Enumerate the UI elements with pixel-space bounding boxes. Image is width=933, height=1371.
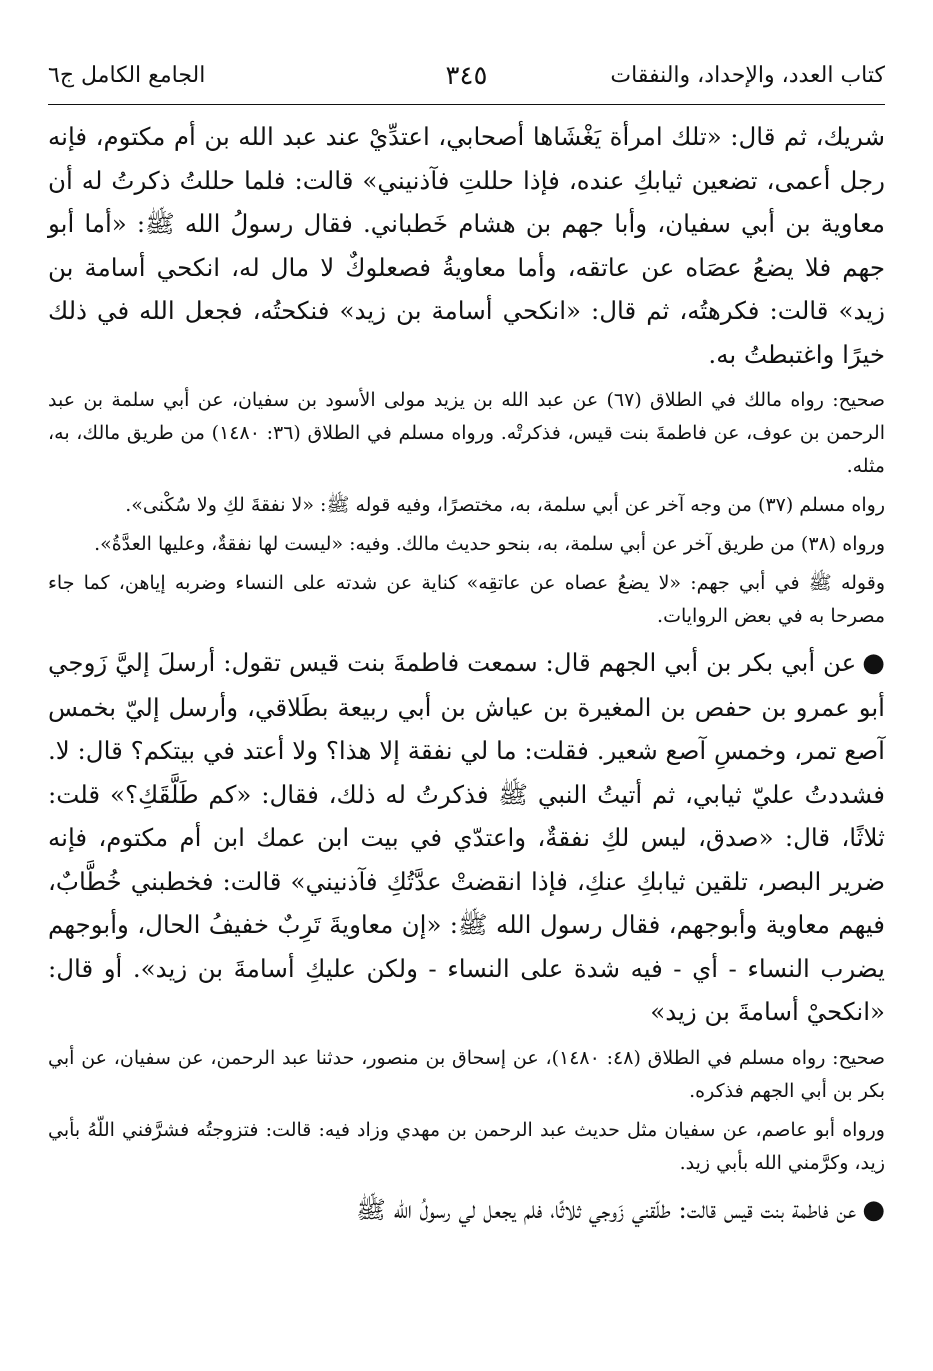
footnote-muslim-37: رواه مسلم (٣٧) من وجه آخر عن أبي سلمة، به، مختصرًا، وفيه قوله ﷺ: «لا نفقةَ لكِ ولا سُكْنى». bbox=[125, 494, 885, 516]
bullet-marker: ● bbox=[862, 1194, 885, 1225]
hadith-abu-bakr bbox=[48, 641, 885, 1034]
hadith-fatima bbox=[48, 1188, 885, 1233]
footnote-muslim-38: ورواه (٣٨) من طريق آخر عن أبي سلمة، به، بنحو حديث مالك. وفيه: «ليست لها نفقةٌ، وعليها العدَّةُ». bbox=[94, 533, 885, 555]
page-header bbox=[48, 52, 885, 105]
page-number: ٣٤٥ bbox=[445, 61, 488, 91]
footnote-muslim-48: صحيح: رواه مسلم في الطلاق (٤٨: ١٤٨٠)، عن إسحاق بن منصور، حدثنا عبد الرحمن، عن سفيان، عن أبي بكر بن أبي الجهم فذكره. bbox=[48, 1046, 885, 1102]
hadith-abu-bakr-text: عن أبي بكر بن أبي الجهم قال: سمعت فاطمةَ بنت قيس تقول: أرسلَ إليَّ زَوجي أبو عمرو بن حفص بن المغيرة بن عياش بن أبي ربيعة بطَلاقي، وأرسل إليّ بخمس آصع تمر، وخمسِ آصع شعير. فقلت: ما لي نفقة إلا هذا؟ ولا أعتد في بيتكم؟ قال: لا. فشددتُ عليّ ثيابي، ثم أتيتُ النبي ﷺ فذكرتُ له ذلك، فقال: «كم طَلَّقَكِ؟» قلت: ثلاثًا، قال: «صدق، ليس لكِ نفقةٌ، واعتدّي في بيت ابن عمك ابن أم مكتوم، فإنه ضرير البصر، تلقين ثيابكِ عنكِ، فإذا انقضتْ عدَّتُكِ فآذنيني» قالت: فخطبني خُطَّابٌ، فيهم معاوية وأبوجهم، فقال رسول الله ﷺ: «إن معاويةَ تَرِبٌ خفيفُ الحال، وأبوجهم يضرب النساء - أي - فيه شدة على النساء - ولكن عليكِ أسامةَ بن زيد». أو قال: «انكحيْ أسامةَ بن زيد» bbox=[48, 648, 885, 1026]
footnote-explanation: وقوله ﷺ في أبي جهم: «لا يضعُ عصاه عن عاتقِه» كناية عن شدته على النساء وضربه إياهن، كما جاء مصرحا به في بعض الروايات. bbox=[48, 572, 885, 627]
book-title: الجامع الكامل ج٦ bbox=[48, 63, 206, 88]
book-page bbox=[48, 52, 885, 1357]
chapter-title: كتاب العدد، والإحداد، والنفقات bbox=[610, 63, 885, 88]
footnote-abu-asim: ورواه أبو عاصم، عن سفيان مثل حديث عبد الرحمن بن مهدي وزاد فيه: قالت: فتزوجتُه فشرَّفني اللّهُ بأبي زيد، وكرَّمني الله بأبي زيد. bbox=[48, 1118, 885, 1174]
bullet-marker: ● bbox=[862, 648, 885, 678]
hadith-fatima-text: عن فاطمة بنت قيس قالت: طلّقني زَوجي ثلاثًا، فلم يجعل لي رسولُ الله ﷺ bbox=[356, 1194, 857, 1224]
hadith-text-continued: شريك، ثم قال: «تلك امرأة يَغْشَاها أصحابي، اعتدِّيْ عند عبد الله بن أم مكتوم، فإنه رجل أعمى، تضعين ثيابكِ عنده، فإذا حللتِ فآذنيني» قالت: فلما حللتُ ذكرتُ له أن معاوية بن أبي سفيان، وأبا جهم بن هشام خَطباني. فقال رسولُ الله ﷺ: «أما أبو جهم فلا يضعُ عصَاه عن عاتقه، وأما معاويةُ فصعلوكٌ لا مال له، انكحي أسامة بن زيد» قالت: فكرهتُه، ثم قال: «انكحي أسامة بن زيد» فنكحتُه، فجعل الله في ذلك خيرًا واغتبطتُ به. bbox=[48, 122, 885, 369]
page-content bbox=[48, 115, 885, 1232]
footnote-grading: صحيح: رواه مالك في الطلاق (٦٧) عن عبد الله بن يزيد مولى الأسود بن سفيان، عن أبي سلمة بن عبد الرحمن بن عوف، عن فاطمةَ بنت قيس، فذكرتْه. ورواه مسلم في الطلاق (٣٦: ١٤٨٠) من طريق مالك، به، مثله. bbox=[48, 389, 885, 477]
